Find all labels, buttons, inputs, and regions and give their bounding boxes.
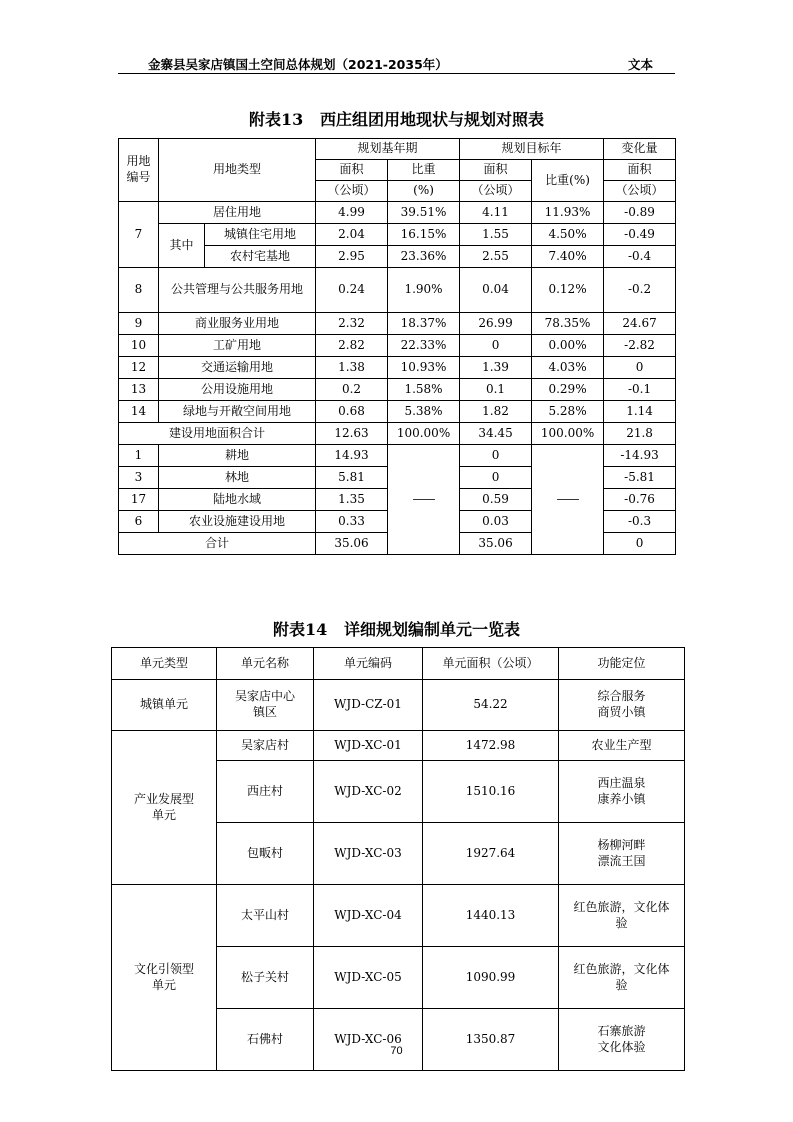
cell-target-area: 0	[460, 335, 532, 357]
table-row	[119, 313, 676, 335]
cell-type: 农村宅基地	[205, 246, 316, 268]
table-row	[119, 401, 676, 423]
cell-target-area: 34.45	[460, 423, 532, 445]
cell-base-area: 35.06	[316, 533, 388, 555]
table13-title: 附表13 西庄组团用地现状与规划对照表	[249, 110, 544, 129]
cell-unit-code: WJD-XC-03	[314, 823, 423, 885]
cell-unit-area: 1510.16	[423, 761, 559, 823]
cell-base-ratio: 16.15%	[388, 224, 460, 246]
cell-function: 农业生产型	[559, 731, 685, 761]
cell-base-ratio: 1.90%	[388, 268, 460, 313]
cell-base-ratio: 22.33%	[388, 335, 460, 357]
cell-base-ratio: 23.36%	[388, 246, 460, 268]
cell-code: 10	[119, 335, 159, 357]
table-row	[112, 731, 685, 761]
unit-type-line: 城镇单元	[139, 697, 188, 712]
table14-title: 附表14 详细规划编制单元一览表	[273, 620, 520, 639]
cell-change: 0	[604, 533, 676, 555]
cell-target-area: 26.99	[460, 313, 532, 335]
cell-unit-area: 54.22	[423, 680, 559, 731]
cell-change: 0	[604, 357, 676, 379]
cell-target-ratio: 0.12%	[532, 268, 604, 313]
function-line: 文化体验	[597, 1039, 646, 1054]
cell-code: 3	[119, 467, 159, 489]
header-function: 功能定位	[559, 648, 685, 680]
section-label: 文本	[627, 57, 653, 72]
table-row	[119, 445, 676, 467]
cell-unit-type	[112, 885, 217, 1071]
unit-type-line: 单元	[151, 977, 176, 992]
cell-unit-code: WJD-XC-02	[314, 761, 423, 823]
cell-base-ratio-dash: ——	[388, 445, 460, 555]
document-title: 金寨县吴家店镇国土空间总体规划（2021-2035年）	[148, 57, 448, 72]
header-ratio-pct: 比重(%)	[532, 160, 604, 202]
cell-unit-code: WJD-CZ-01	[314, 680, 423, 731]
header-base-year: 规划基年期	[316, 139, 460, 160]
cell-code: 6	[119, 511, 159, 533]
function-line: 验	[615, 915, 628, 930]
cell-function	[559, 1009, 685, 1071]
cell-unit-code: WJD-XC-05	[314, 947, 423, 1009]
cell-target-area: 1.82	[460, 401, 532, 423]
page-number: 70	[390, 1045, 403, 1057]
function-line: 红色旅游，文化体	[573, 961, 670, 976]
cell-function	[559, 761, 685, 823]
cell-base-area: 14.93	[316, 445, 388, 467]
cell-target-area: 4.11	[460, 202, 532, 224]
cell-code: 13	[119, 379, 159, 401]
cell-code: 14	[119, 401, 159, 423]
function-line: 康养小镇	[597, 791, 646, 806]
cell-type: 耕地	[159, 445, 316, 467]
cell-type: 城镇住宅用地	[205, 224, 316, 246]
cell-change: 1.14	[604, 401, 676, 423]
function-line: 杨柳河畔	[597, 837, 646, 852]
cell-base-area: 1.38	[316, 357, 388, 379]
header-row	[119, 139, 676, 160]
cell-base-area: 1.35	[316, 489, 388, 511]
cell-code: 9	[119, 313, 159, 335]
cell-unit-code: WJD-XC-04	[314, 885, 423, 947]
cell-target-ratio: 78.35%	[532, 313, 604, 335]
cell-target-area: 0	[460, 445, 532, 467]
unit-type-line: 单元	[151, 807, 176, 822]
header-unit-code: 单元编码	[314, 648, 423, 680]
cell-target-area: 1.55	[460, 224, 532, 246]
cell-base-area: 12.63	[316, 423, 388, 445]
cell-type: 陆地水域	[159, 489, 316, 511]
cell-base-ratio: 18.37%	[388, 313, 460, 335]
cell-change: -0.49	[604, 224, 676, 246]
cell-base-ratio: 100.00%	[388, 423, 460, 445]
cell-code: 8	[119, 268, 159, 313]
cell-base-ratio: 1.58%	[388, 379, 460, 401]
function-line: 商贸小镇	[597, 705, 646, 719]
cell-target-area: 0.59	[460, 489, 532, 511]
subtotal-row	[119, 423, 676, 445]
cell-group-label: 其中	[159, 224, 205, 268]
cell-base-area: 0.33	[316, 511, 388, 533]
cell-target-ratio: 0.29%	[532, 379, 604, 401]
header-type: 用地类型	[159, 139, 316, 202]
header-row	[112, 648, 685, 680]
cell-unit-code: WJD-XC-06	[314, 1009, 423, 1071]
cell-base-area: 2.82	[316, 335, 388, 357]
cell-unit-type	[112, 731, 217, 885]
cell-target-area: 2.55	[460, 246, 532, 268]
cell-base-area: 4.99	[316, 202, 388, 224]
unit-type-line: 文化引领型	[133, 961, 194, 976]
table-row	[119, 202, 676, 224]
header-unit-type: 单元类型	[112, 648, 217, 680]
cell-type: 交通运输用地	[159, 357, 316, 379]
cell-target-ratio-dash: ——	[532, 445, 604, 555]
cell-change: 24.67	[604, 313, 676, 335]
cell-base-ratio: 39.51%	[388, 202, 460, 224]
header-unit-area: 单元面积（公顷）	[423, 648, 559, 680]
cell-change: -14.93	[604, 445, 676, 467]
table-row	[119, 224, 676, 246]
unit-type-line: 产业发展型	[133, 791, 194, 806]
cell-target-area: 1.39	[460, 357, 532, 379]
header-area: 面积	[316, 160, 388, 181]
table-row	[112, 680, 685, 731]
cell-type: 工矿用地	[159, 335, 316, 357]
cell-unit-type	[112, 680, 217, 731]
table-row	[119, 335, 676, 357]
cell-target-area: 0.1	[460, 379, 532, 401]
function-line: 石寨旅游	[597, 1023, 646, 1038]
cell-function	[559, 885, 685, 947]
cell-change: -0.1	[604, 379, 676, 401]
function-line: 综合服务	[597, 689, 646, 704]
table-row	[119, 357, 676, 379]
header-unit-name: 单元名称	[217, 648, 314, 680]
table-row	[119, 268, 676, 313]
cell-unit-name: 西庄村	[217, 761, 314, 823]
cell-target-area: 0.04	[460, 268, 532, 313]
cell-type: 农业设施建设用地	[159, 511, 316, 533]
cell-unit-name: 包畈村	[217, 823, 314, 885]
header-unit: （公顷）	[604, 181, 676, 202]
cell-unit-area: 1090.99	[423, 947, 559, 1009]
cell-unit-area: 1927.64	[423, 823, 559, 885]
cell-target-ratio: 4.03%	[532, 357, 604, 379]
cell-target-area: 0	[460, 467, 532, 489]
cell-code: 7	[119, 202, 159, 268]
header-rule	[118, 73, 675, 74]
function-line: 漂流王国	[597, 853, 646, 868]
cell-type: 合计	[119, 533, 316, 555]
cell-type: 林地	[159, 467, 316, 489]
cell-target-ratio: 100.00%	[532, 423, 604, 445]
cell-type: 居住用地	[159, 202, 316, 224]
function-line: 验	[615, 977, 628, 992]
cell-type: 商业服务业用地	[159, 313, 316, 335]
cell-unit-name	[217, 680, 314, 731]
cell-target-ratio: 7.40%	[532, 246, 604, 268]
header-unit: （公顷）	[460, 181, 532, 202]
cell-change: -0.3	[604, 511, 676, 533]
cell-unit-code: WJD-XC-01	[314, 731, 423, 761]
land-use-comparison-table	[118, 138, 676, 555]
cell-unit-name: 吴家店村	[217, 731, 314, 761]
cell-function	[559, 823, 685, 885]
cell-change: -5.81	[604, 467, 676, 489]
cell-change: -2.82	[604, 335, 676, 357]
cell-base-area: 0.68	[316, 401, 388, 423]
function-line: 红色旅游，文化体	[573, 899, 670, 914]
cell-function	[559, 680, 685, 731]
cell-type: 公用设施用地	[159, 379, 316, 401]
cell-target-ratio: 0.00%	[532, 335, 604, 357]
cell-target-area: 35.06	[460, 533, 532, 555]
cell-target-ratio: 11.93%	[532, 202, 604, 224]
table-row	[112, 885, 685, 947]
page-header	[118, 55, 675, 73]
cell-base-area: 5.81	[316, 467, 388, 489]
cell-change: 21.8	[604, 423, 676, 445]
unit-name-line: 镇区	[252, 705, 277, 719]
cell-target-ratio: 4.50%	[532, 224, 604, 246]
header-code: 用地编号	[119, 139, 159, 202]
cell-unit-area: 1350.87	[423, 1009, 559, 1071]
cell-change: -0.76	[604, 489, 676, 511]
header-area: 面积	[460, 160, 532, 181]
cell-target-ratio: 5.28%	[532, 401, 604, 423]
cell-type: 公共管理与公共服务用地	[159, 268, 316, 313]
table-row	[119, 379, 676, 401]
cell-function	[559, 947, 685, 1009]
function-line: 西庄温泉	[597, 775, 646, 790]
cell-unit-name: 石佛村	[217, 1009, 314, 1071]
cell-unit-area: 1440.13	[423, 885, 559, 947]
cell-base-area: 2.32	[316, 313, 388, 335]
cell-change: -0.2	[604, 268, 676, 313]
header-area: 面积	[604, 160, 676, 181]
header-ratio: 比重	[388, 160, 460, 181]
cell-unit-name: 太平山村	[217, 885, 314, 947]
cell-unit-name: 松子关村	[217, 947, 314, 1009]
header-change: 变化量	[604, 139, 676, 160]
planning-unit-table	[111, 647, 685, 1071]
cell-change: -0.89	[604, 202, 676, 224]
cell-base-area: 0.24	[316, 268, 388, 313]
header-unit: （公顷）	[316, 181, 388, 202]
cell-code: 1	[119, 445, 159, 467]
cell-change: -0.4	[604, 246, 676, 268]
cell-type: 建设用地面积合计	[119, 423, 316, 445]
cell-code: 12	[119, 357, 159, 379]
cell-base-area: 2.95	[316, 246, 388, 268]
header-unit: (%)	[388, 181, 460, 202]
cell-target-area: 0.03	[460, 511, 532, 533]
cell-base-ratio: 10.93%	[388, 357, 460, 379]
cell-code: 17	[119, 489, 159, 511]
cell-base-area: 2.04	[316, 224, 388, 246]
unit-name-line: 吴家店中心	[234, 689, 295, 704]
header-target-year: 规划目标年	[460, 139, 604, 160]
cell-base-ratio: 5.38%	[388, 401, 460, 423]
cell-unit-area: 1472.98	[423, 731, 559, 761]
cell-type: 绿地与开敞空间用地	[159, 401, 316, 423]
cell-base-area: 0.2	[316, 379, 388, 401]
